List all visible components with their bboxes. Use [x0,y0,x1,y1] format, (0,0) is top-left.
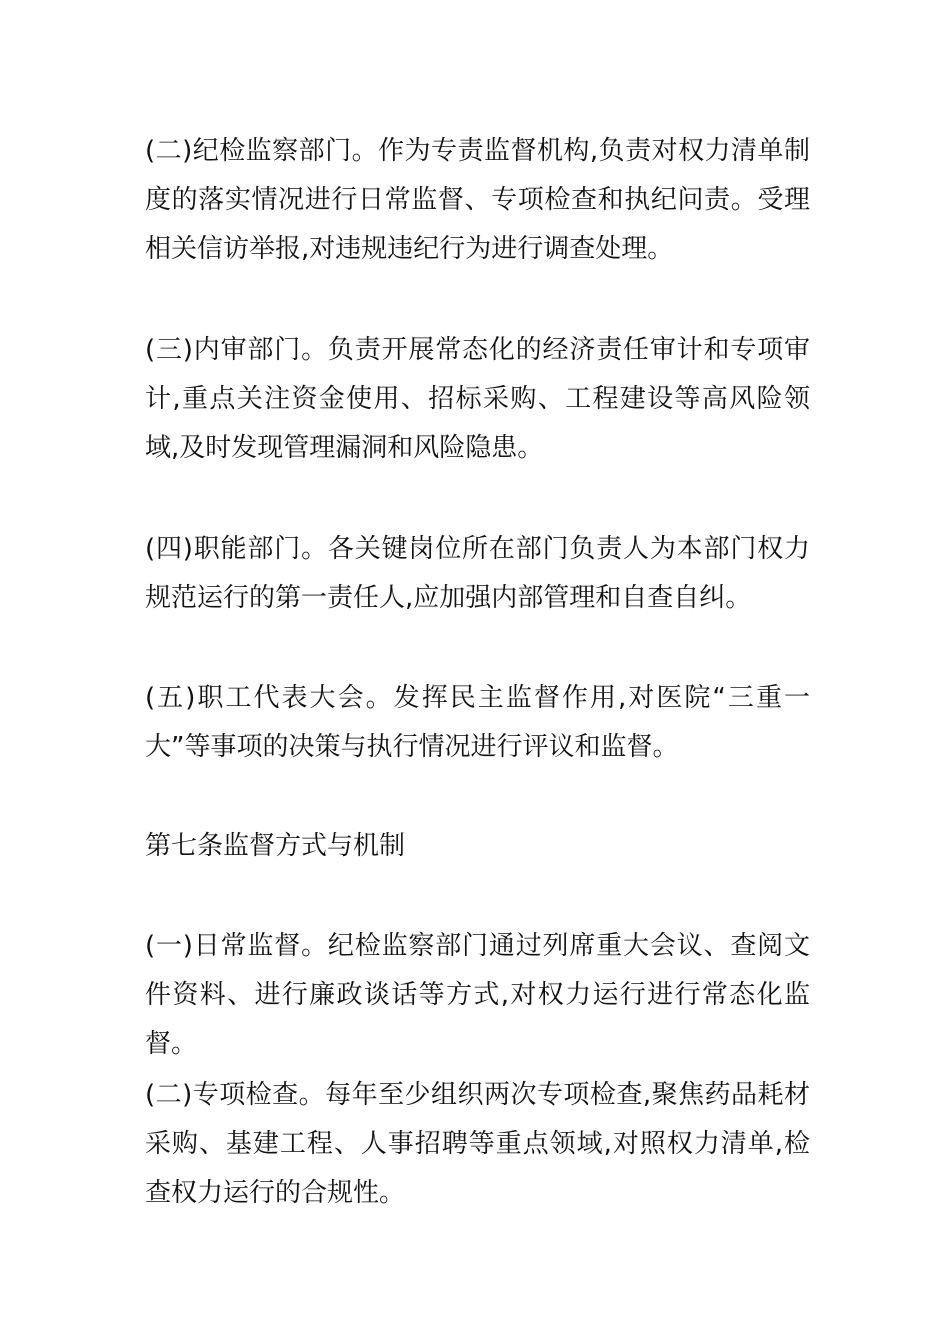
paragraph-functional-departments: (四)职能部门。各关键岗位所在部门负责人为本部门权力规范运行的第一责任人,应加强内部管理和自查自纠。 [145,534,810,613]
paragraph-workers-congress: (五)职工代表大会。发挥民主监督作用,对医院“三重一大”等事项的决策与执行情况进行评议和监督。 [145,683,810,762]
paragraph-internal-audit: (三)内审部门。负责开展常态化的经济责任审计和专项审计,重点关注资金使用、招标采购、工程建设等高风险领域,及时发现管理漏洞和风险隐患。 [145,335,810,463]
paragraph-discipline-inspection: (二)纪检监察部门。作为专责监督机构,负责对权力清单制度的落实情况进行日常监督、专项检查和执纪问责。受理相关信访举报,对违规违纪行为进行调查处理。 [145,136,810,264]
article-heading: 第七条监督方式与机制 [145,831,406,861]
paragraph-special-inspection: (二)专项检查。每年至少组织两次专项检查,聚焦药品耗材采购、基建工程、人事招聘等重点领域,对照权力清单,检查权力运行的合规性。 [145,1080,810,1208]
paragraph-daily-supervision: (一)日常监督。纪检监察部门通过列席重大会议、查阅文件资料、进行廉政谈话等方式,对权力运行进行常态化监督。 [145,931,810,1059]
